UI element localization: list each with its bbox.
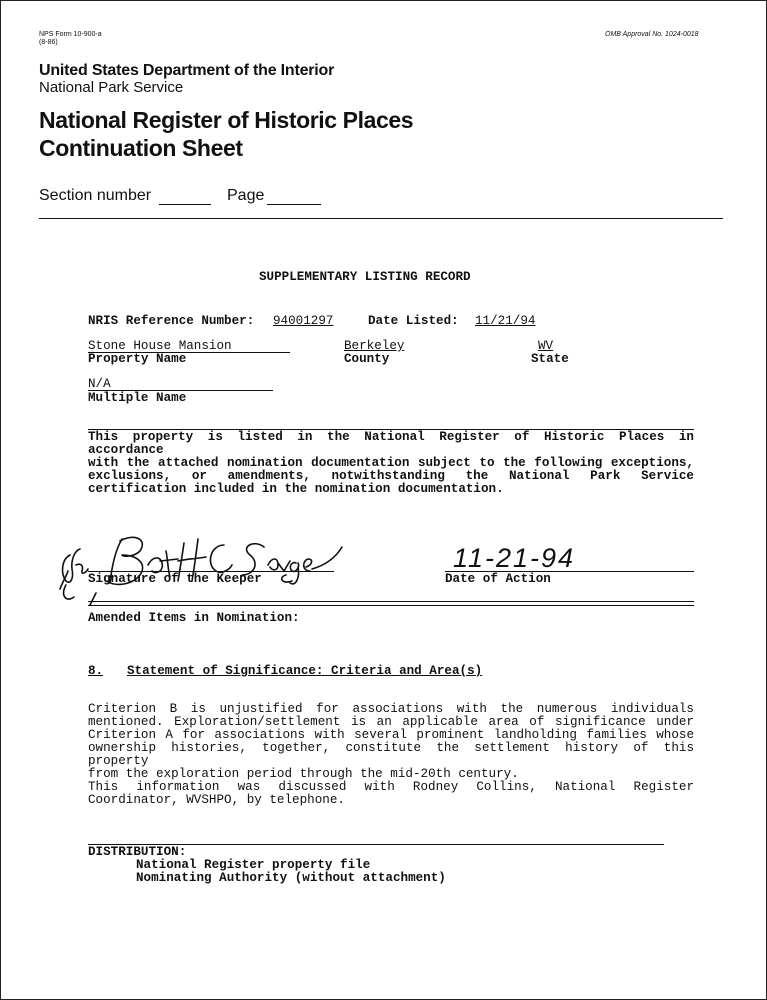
department-name: United States Department of the Interior [39,62,335,79]
state-value: WV [538,339,554,353]
date-of-action-label: Date of Action [445,572,551,586]
state-label: State [531,352,569,366]
page-title: National Register of Historic Places [39,107,414,133]
page-number-blank [267,204,321,205]
certification-line: with the attached nomination documentation subject to the following exceptions, [88,456,694,470]
paragraph-line: Criterion A for associations with several prominent landholding families whose [88,728,694,742]
amendment-paragraph-1 [88,703,694,781]
certification-statement [88,431,694,496]
section-number-blank [159,204,211,205]
double-rule-top [88,601,694,602]
distribution-item: Nominating Authority (without attachment) [136,871,446,885]
nris-value: 94001297 [273,314,334,328]
multiple-name-label: Multiple Name [88,391,187,405]
paragraph-line: from the exploration period through the mid-20th century. [88,767,519,781]
distribution-label: DISTRIBUTION: [88,845,187,859]
paragraph-line: mentioned. Exploration/settlement is an applicable area of significance under [88,715,694,729]
omb-approval: OMB Approval No. 1024-0018 [605,31,699,38]
double-rule-bottom [88,605,694,606]
amended-section-title: Statement of Significance: Criteria and Area(s) [127,664,483,678]
form-number: NPS Form 10-900-a [39,31,102,38]
county-value: Berkeley [344,339,405,353]
certification-line: exclusions, or amendments, notwithstanding the National Park Service [88,469,694,483]
amended-section-number: 8. [88,664,104,678]
certification-line: This property is listed in the National Register of Historic Places in accordance [88,430,694,457]
amended-items-label: Amended Items in Nomination: [88,611,300,625]
keeper-signature-image [56,525,346,605]
multiple-name-value: N/A [88,377,111,391]
paragraph-line: Criterion B is unjustified for associations with the numerous individuals [88,702,694,716]
distribution-item: National Register property file [136,858,371,872]
property-name-label: Property Name [88,352,187,366]
paragraph-line: ownership histories, together, constitute the settlement history of this property [88,741,694,768]
service-name: National Park Service [39,79,184,96]
certification-line: certification included in the nomination documentation. [88,482,504,496]
page-subtitle: Continuation Sheet [39,135,243,161]
nris-label: NRIS Reference Number: [88,314,255,328]
header-divider [39,218,723,219]
signature-label: Signature of the Keeper [88,572,262,586]
page-number-label: Page [227,187,265,204]
paragraph-line: This information was discussed with Rodney Collins, National Register [88,780,694,794]
form-date: (8-86) [39,39,58,46]
property-name-value: Stone House Mansion [88,339,232,353]
section-number-label: Section number [39,187,152,204]
record-heading: SUPPLEMENTARY LISTING RECORD [259,270,471,284]
county-label: County [344,352,390,366]
date-listed-label: Date Listed: [368,314,459,328]
amendment-paragraph-2 [88,781,694,807]
date-listed-value: 11/21/94 [475,314,536,328]
handwritten-date: 11-21-94 [453,543,576,573]
paragraph-line: Coordinator, WVSHPO, by telephone. [88,793,345,807]
